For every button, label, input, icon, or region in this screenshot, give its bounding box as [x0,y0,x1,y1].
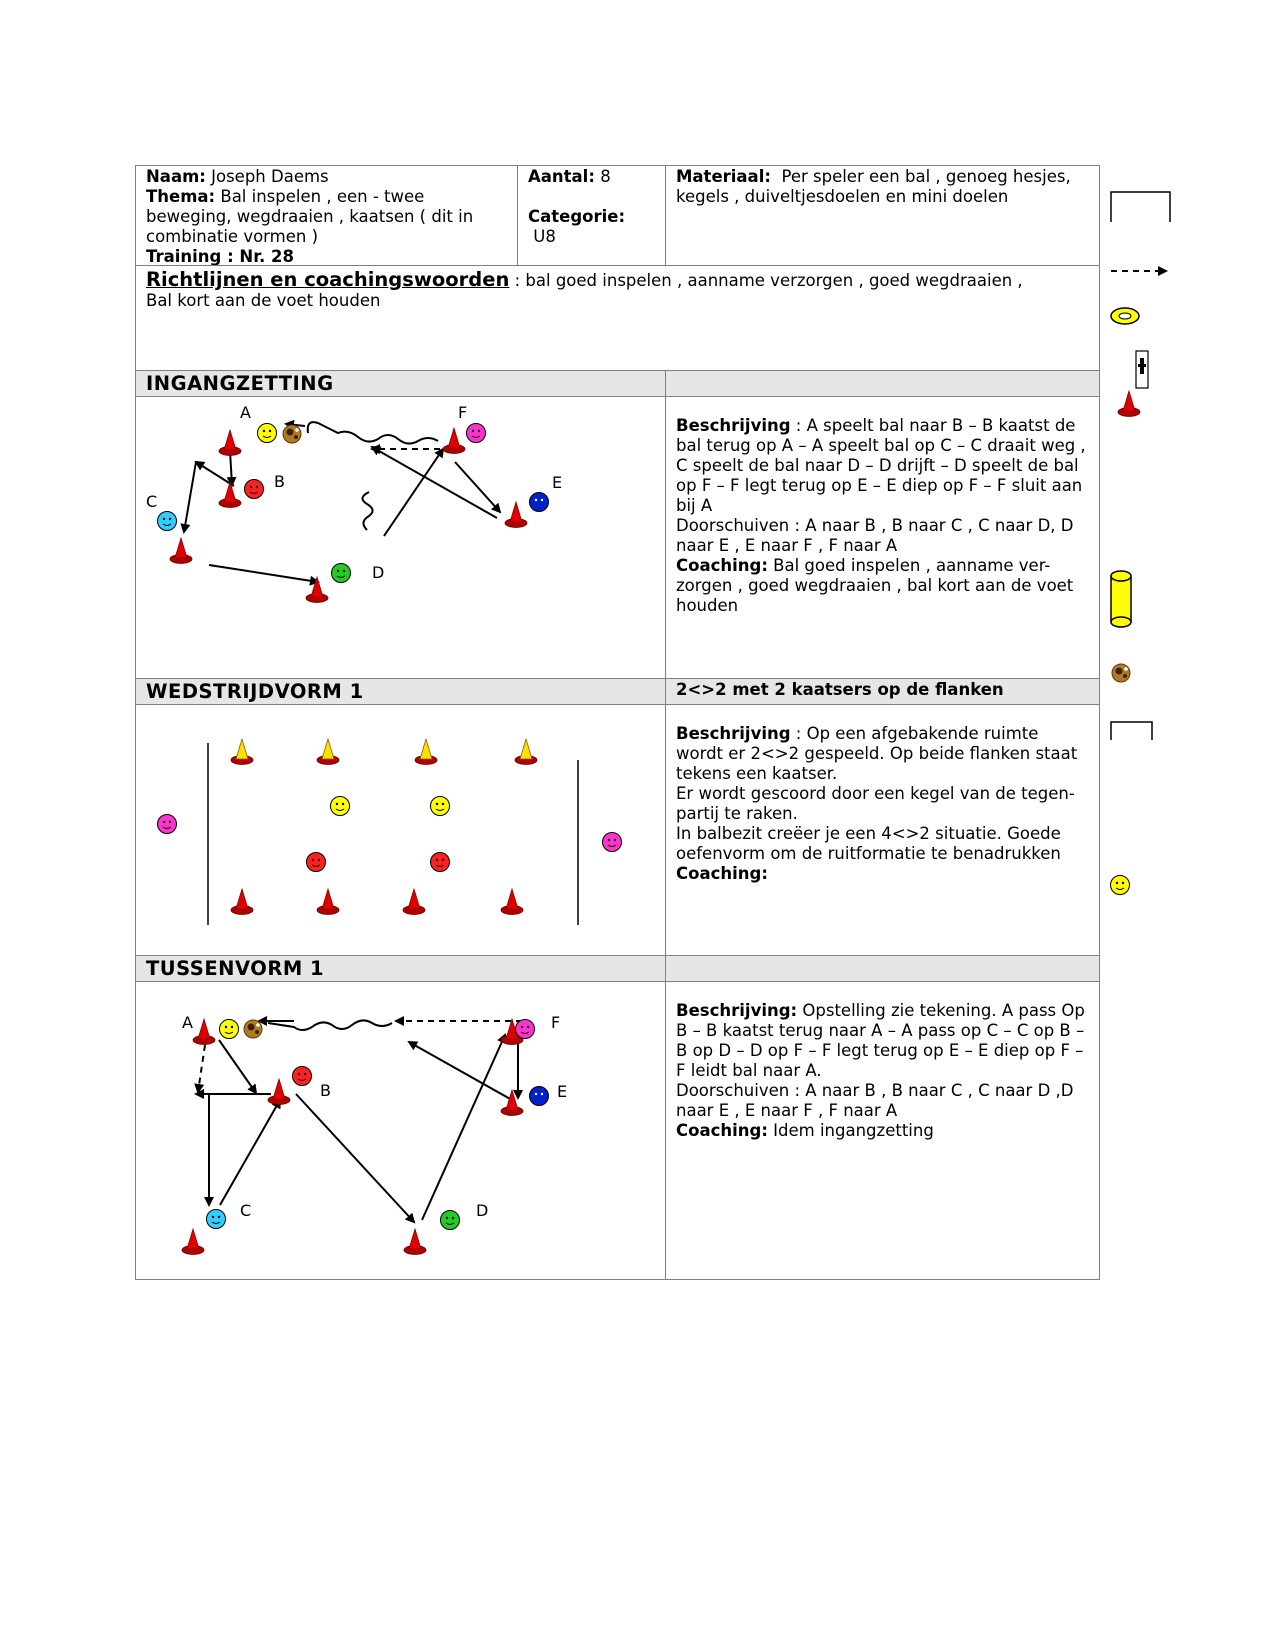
desc-tussen: Opstelling zie tekening. A pass Op B – B kaatst terug naar A – A pass op C – C op B – B op D – D op F – F legt terug op E – E diep op F – F leidt bal naar A. [676,1001,1085,1080]
cone-icon [182,1229,204,1255]
count-value: 8 [600,167,611,186]
label-F: F [551,1013,561,1032]
section-title-tussen: TUSSENVORM 1 [146,957,325,980]
label-A: A [240,403,251,422]
label-A: A [182,1013,193,1032]
player-icon [1111,876,1130,895]
coaching-label-wedstrijd: Coaching: [676,864,768,883]
desc-wedstrijd: : Op een afgebakende ruimte wordt er 2<>2 gespeeld. Op beide flanken staat tekens een kaatser. [676,724,1078,783]
diagram-tussen [182,1013,567,1255]
player-icon [220,1020,239,1039]
dribble-line [362,492,372,530]
player-icon [467,424,486,443]
cone-icon [403,889,425,915]
diagram-wedstrijd [158,739,622,925]
player-icon [307,853,326,872]
coaching-label-tussen: Coaching: [676,1121,768,1140]
name-label: Naam: [146,167,206,186]
coaching-ingang: Bal goed inspelen , aanname ver-zorgen , goed wegdraaien , bal kort aan de voet houden [676,556,1074,615]
cone-icon [231,889,253,915]
pass-arrow [422,1035,505,1220]
category-label: Categorie: [528,207,626,226]
diagram-ingang [146,403,562,603]
player-icon [431,797,450,816]
cone-icon [268,1079,290,1105]
player-icon [603,833,622,852]
player-icon [207,1210,226,1229]
cone-icon [501,889,523,915]
theme-label: Thema: [146,187,216,206]
dribble-line [308,422,438,443]
material-label: Materiaal: [676,167,771,186]
label-F: F [458,403,468,422]
desc-ingang: : A speelt bal naar B – B kaatst de bal terug op A – A speelt bal op C – C draait weg , C speelt de bal naar D – D drijft – D speelt de bal op F – F legt terug op E – E diep op F – F sluit aan bij A [676,416,1086,515]
theme-value: Bal inspelen , een - twee beweging, wegdraaien , kaatsen ( dit in combinatie vormen ) [146,187,474,246]
guidelines-text2: Bal kort aan de voet houden [146,291,381,310]
player-icon [530,493,549,512]
desc-label-ingang: Beschrijving [676,416,791,435]
cone-icon [443,428,465,454]
training-number: Training : Nr. 28 [146,247,294,266]
cone-icon [219,430,241,456]
guidelines-title: Richtlijnen en coachingswoorden [146,268,510,291]
cone-icon [317,739,339,765]
pass-arrow [372,447,497,518]
material-value: Per speler een bal , genoeg hesjes, kegels , duiveltjesdoelen en mini doelen [676,167,1071,206]
coaching-label-ingang: Coaching: [676,556,768,575]
pass-arrow [455,462,500,512]
player-icon [332,564,351,583]
pass-arrow [409,1042,512,1100]
ring-icon [1111,308,1139,324]
pole-icon [1136,351,1148,388]
cone-icon [515,739,537,765]
cone-icon [501,1090,523,1116]
pass-arrow [209,565,318,582]
label-E: E [557,1082,568,1101]
player-icon [158,815,177,834]
player-icon [258,424,277,443]
desc-label-tussen: Beschrijving: [676,1001,798,1020]
rotation-ingang: Doorschuiven : A naar B , B naar C , C naar D, D naar E , E naar F , F naar A [676,516,1074,555]
label-D: D [476,1201,489,1220]
pass-arrow [220,1100,280,1205]
guidelines-text: : bal goed inspelen , aanname verzorgen , goed wegdraaien , [509,271,1023,290]
cone-icon [219,482,241,508]
pass-arrow [384,449,443,536]
ball-icon [283,425,301,443]
player-icon [293,1067,312,1086]
desc3-wedstrijd: In balbezit creëer je een 4<>2 situatie. Goede oefenvorm om de ruitformatie te benadrukken [676,824,1061,863]
cylinder-icon [1111,571,1131,627]
desc2-wedstrijd: Er wordt gescoord door een kegel van de tegen-partij te raken. [676,784,1075,823]
ball-icon [1112,664,1130,682]
cone-icon [415,739,437,765]
player-icon [516,1020,535,1039]
mini-goal-icon [1111,722,1152,740]
ball-icon [244,1020,262,1038]
pass-arrow [196,462,234,486]
player-icon [331,797,350,816]
cone-icon [231,739,253,765]
name-value: Joseph Daems [211,167,329,186]
cone-icon [1118,391,1140,417]
player-icon [441,1211,460,1230]
pass-arrow [184,462,196,532]
label-D: D [372,563,385,582]
label-B: B [320,1081,331,1100]
category-value: U8 [533,227,556,246]
coaching-tussen: Idem ingangzetting [767,1121,934,1140]
label-E: E [552,473,563,492]
cone-icon [404,1229,426,1255]
player-icon [158,512,177,531]
cone-icon [170,538,192,564]
pass-arrow [230,451,232,485]
section-title-ingang: INGANGZETTING [146,372,334,395]
cone-icon [505,502,527,528]
section-subtitle-wedstrijd: 2<>2 met 2 kaatsers op de flanken [676,680,1004,699]
cone-icon [317,889,339,915]
player-icon [530,1087,549,1106]
section-title-wedstrijd: WEDSTRIJDVORM 1 [146,680,364,703]
player-icon [431,853,450,872]
label-C: C [240,1201,252,1220]
desc-label-wedstrijd: Beschrijving [676,724,791,743]
label-B: B [274,472,285,491]
player-icon [245,480,264,499]
pass-arrow [296,1094,414,1222]
rotation-tussen: Doorschuiven : A naar B , B naar C , C naar D ,D naar E , E naar F , F naar A [676,1081,1074,1120]
legend [1111,192,1171,895]
count-label: Aantal: [528,167,595,186]
pass-arrow [219,1040,256,1093]
dashed-pass-arrow [198,1045,205,1092]
cone-icon [193,1019,215,1045]
label-C: C [146,492,158,511]
goal-icon [1111,192,1170,222]
